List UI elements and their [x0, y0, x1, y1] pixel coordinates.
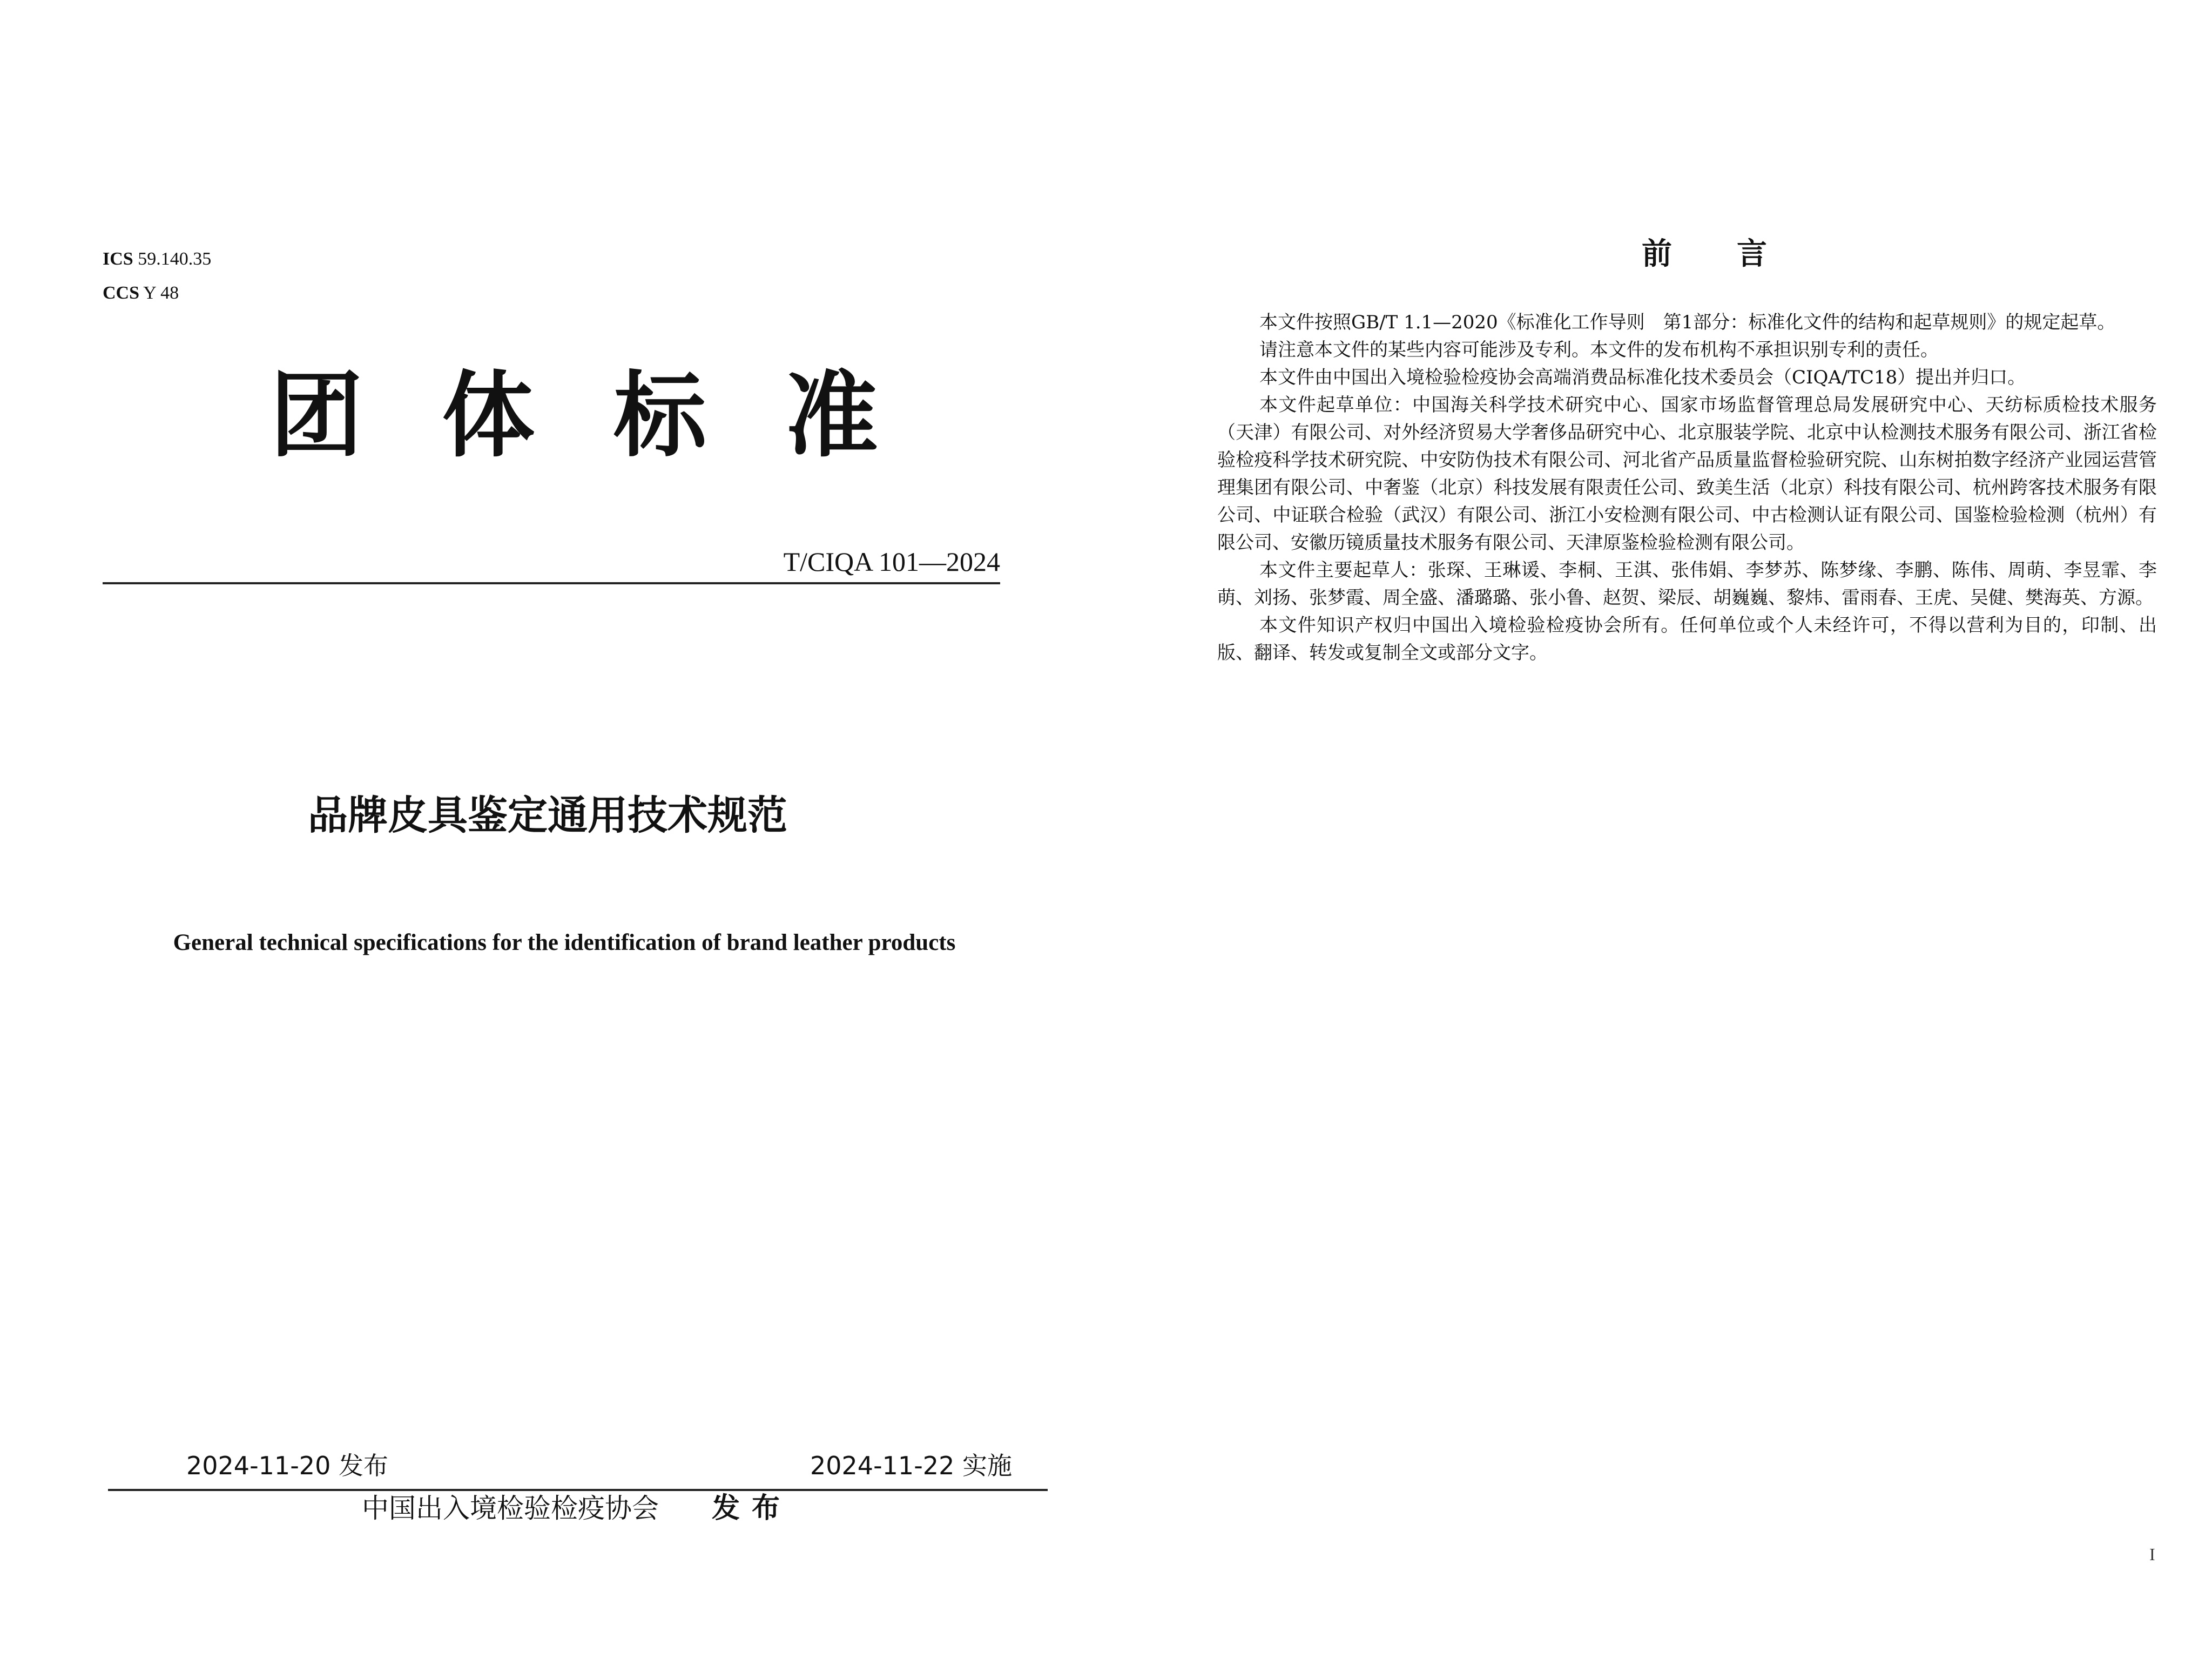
publisher-name: 中国出入境检验检疫协会 — [362, 1493, 659, 1524]
page-number: I — [2149, 1545, 2155, 1564]
header-divider — [103, 582, 1000, 584]
document-title-english: General technical specifications for the identification of brand leather products — [173, 930, 956, 955]
ics-value: 59.140.35 — [138, 249, 212, 269]
ccs-value: Y 48 — [143, 283, 179, 303]
foreword-heading: 前言 — [1642, 237, 1832, 272]
ics-code — [103, 248, 211, 270]
document-title-chinese: 品牌皮具鉴定通用技术规范 — [308, 792, 787, 839]
ccs-label: CCS — [103, 283, 140, 303]
standard-number: T/CIQA 101—2024 — [783, 547, 1000, 577]
release-date: 2024-11-20 发布 — [186, 1451, 388, 1480]
foreword-paragraph: 本文件由中国出入境检验检疫协会高端消费品标准化技术委员会（CIQA/TC18）提出并归口。 — [1259, 367, 2026, 388]
foreword-paragraph: 本文件主要起草人：张琛、王琳谖、李桐、王淇、张伟娟、李梦苏、陈梦缘、李鹏、陈伟、周萌、李昱霏、李萌、刘扬、张梦霞、周全盛、潘璐璐、张小鲁、赵贺、梁辰、胡巍巍、黎炜、雷雨春、王虎、吴健、樊海英、方源。 — [1217, 559, 2157, 609]
foreword-paragraph: 请注意本文件的某些内容可能涉及专利。本文件的发布机构不承担识别专利的责任。 — [1259, 339, 1939, 361]
ics-label: ICS — [103, 249, 133, 269]
ccs-code — [103, 282, 179, 304]
foreword-paragraph: 本文件知识产权归中国出入境检验检疫协会所有。任何单位或个人未经许可，不得以营利为目的，印制、出版、翻译、转发或复制全文或部分文字。 — [1217, 615, 2157, 664]
foreword-body — [1217, 309, 2157, 667]
implementation-date: 2024-11-22 实施 — [810, 1451, 1012, 1480]
foreword-paragraph: 本文件起草单位：中国海关科学技术研究中心、国家市场监督管理总局发展研究中心、天纺标质检技术服务（天津）有限公司、对外经济贸易大学奢侈品研究中心、北京服装学院、北京中认检测技术服务有限公司、浙江省检验检疫科学技术研究院、中安防伪技术有限公司、河北省产品质量监督检验研究院、山东树拍数字经济产业园运营管理集团有限公司、中奢鉴（北京）科技发展有限责任公司、致美生活（北京）科技有限公司、杭州跨客技术服务有限公司、中证联合检验（武汉）有限公司、浙江小安检测有限公司、中古检测认证有限公司、国鉴检验检测（杭州）有限公司、安徽历镜质量技术服务有限公司、天津原鉴检验检测有限公司。 — [1217, 394, 2157, 554]
standard-category-title: 团体标准 — [270, 361, 957, 470]
foreword-paragraph: 本文件按照GB/T 1.1—2020《标准化工作导则 第1部分：标准化文件的结构和起草规则》的规定起草。 — [1259, 312, 2116, 333]
publish-label: 发布 — [712, 1492, 792, 1525]
